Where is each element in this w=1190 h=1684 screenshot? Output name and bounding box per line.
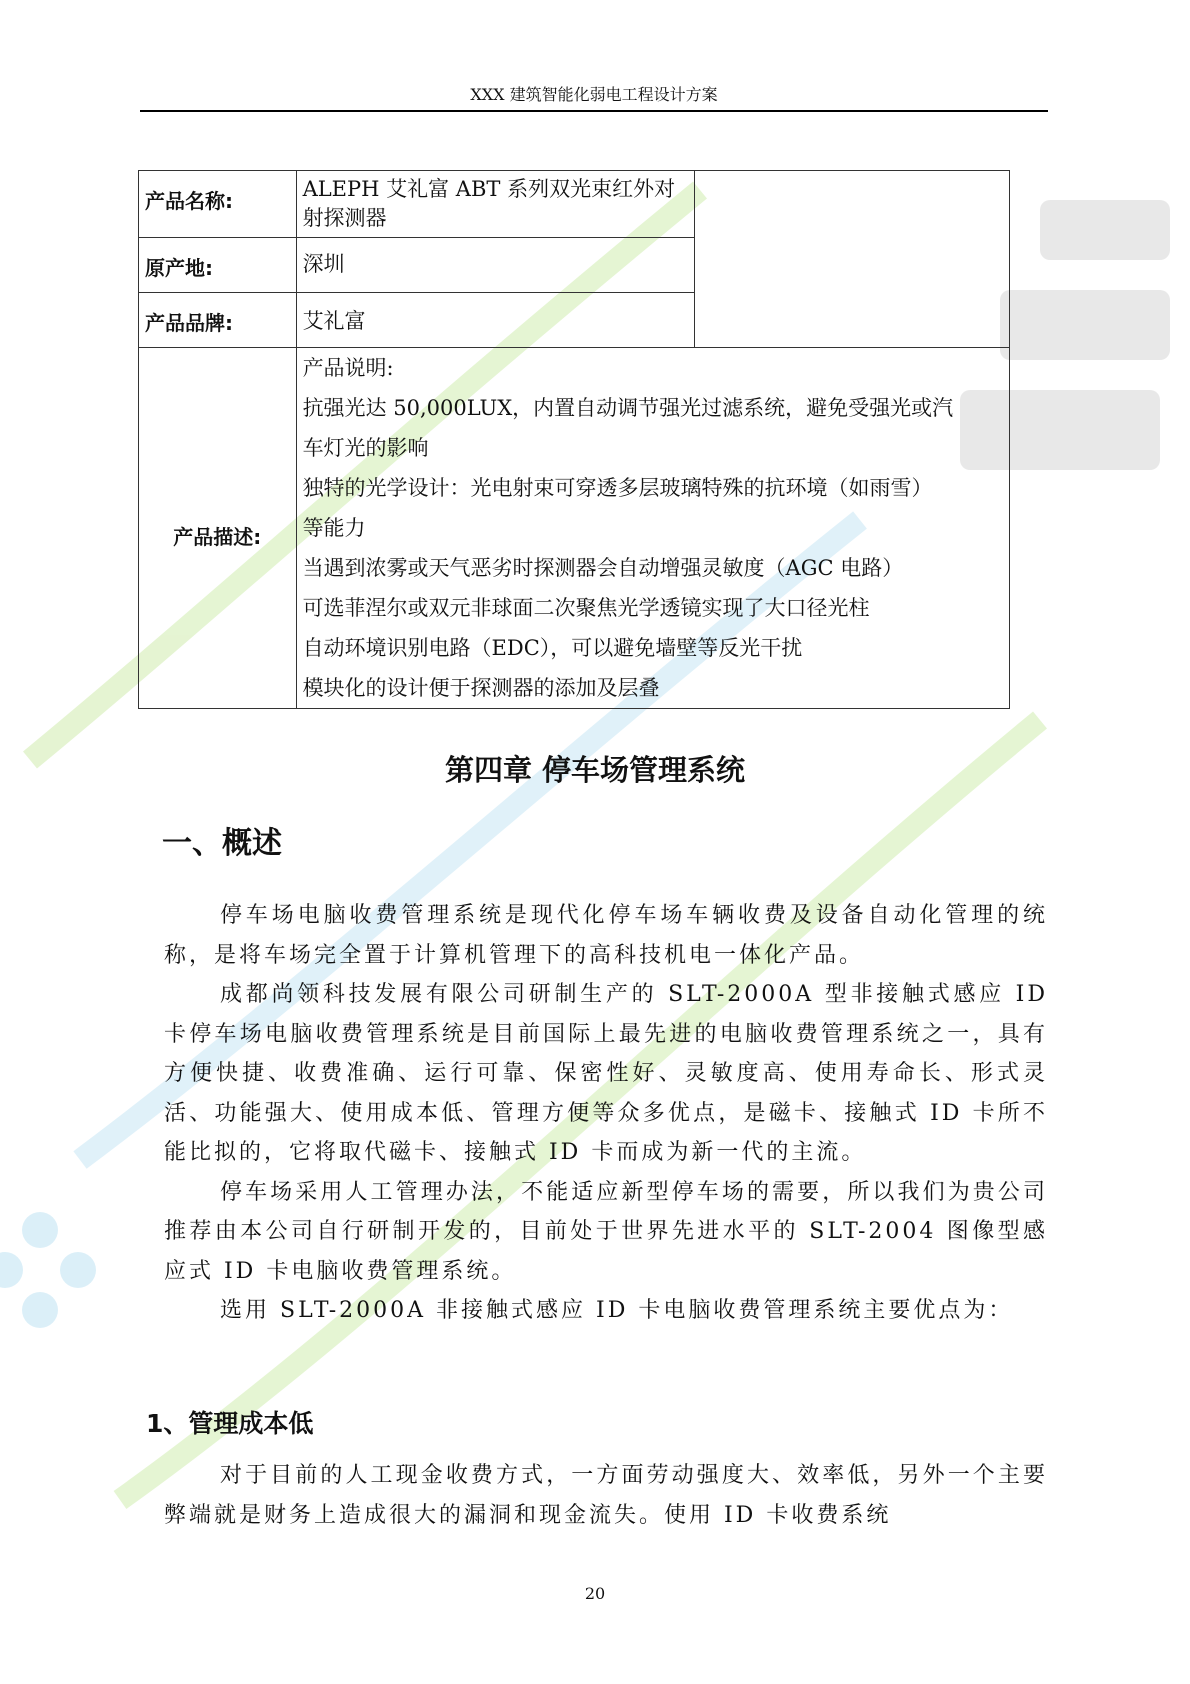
description-line: 自动环境识别电路（EDC），可以避免墙壁等反光干扰 xyxy=(302,636,803,660)
empty-cell xyxy=(695,171,1010,348)
paragraph: 停车场采用人工管理办法，不能适应新型停车场的需要，所以我们为贵公司推荐由本公司自行研制开发的，目前处于世界先进水平的 SLT-2004 图像型感应式 ID 卡电脑收费管理系统。 xyxy=(164,1179,1048,1284)
page-number: 20 xyxy=(584,1584,606,1603)
product-name-label: 产品名称: xyxy=(139,171,297,238)
page-header: XXX 建筑智能化弱电工程设计方案 xyxy=(140,84,1048,112)
description-line: 等能力 xyxy=(302,516,366,540)
section-title: 一、概述 xyxy=(162,826,282,861)
table-row xyxy=(139,348,1010,709)
paragraph: 选用 SLT-2000A 非接触式感应 ID 卡电脑收费管理系统主要优点为： xyxy=(220,1298,1014,1323)
description-line: 产品说明: xyxy=(302,356,394,380)
description-label: 产品描述: xyxy=(139,348,297,709)
description-line: 独特的光学设计：光电射束可穿透多层玻璃特殊的抗环境（如雨雪） xyxy=(302,476,933,500)
paragraph: 成都尚领科技发展有限公司研制生产的 SLT-2000A 型非接触式感应 ID 卡停车场电脑收费管理系统是目前国际上最先进的电脑收费管理系统之一，具有方便快捷、收费准确、运行可靠、保密性好、灵敏度高、使用寿命长、形式灵活、功能强大、使用成本低、管理方便等众多优点，是磁卡、接触式 ID 卡所不能比拟的，它将取代磁卡、接触式 ID 卡而成为新一代的主流。 xyxy=(164,982,1048,1165)
product-name-value: ALEPH 艾礼富 ABT 系列双光束红外对射探测器 xyxy=(296,171,695,238)
paragraph: 对于目前的人工现金收费方式，一方面劳动强度大、效率低，另外一个主要弊端就是财务上造成很大的漏洞和现金流失。使用 ID 卡收费系统 xyxy=(164,1463,1048,1528)
subsection-body xyxy=(164,1456,1048,1535)
description-line: 车灯光的影响 xyxy=(302,436,429,460)
description-line: 模块化的设计便于探测器的添加及层叠 xyxy=(302,676,660,700)
table-row xyxy=(139,171,1010,238)
chapter-title: 第四章 停车场管理系统 xyxy=(444,753,746,787)
description-cell xyxy=(296,348,1009,709)
description-line: 当遇到浓雾或天气恶劣时探测器会自动增强灵敏度（AGC 电路） xyxy=(302,556,904,580)
description-line: 可选菲涅尔或双元非球面二次聚焦光学透镜实现了大口径光柱 xyxy=(302,596,870,620)
paragraph: 停车场电脑收费管理系统是现代化停车场车辆收费及设备自动化管理的统称，是将车场完全置于计算机管理下的高科技机电一体化产品。 xyxy=(164,903,1048,968)
description-line: 抗强光达 50,000LUX，内置自动调节强光过滤系统，避免受强光或汽 xyxy=(302,396,954,420)
origin-label: 原产地: xyxy=(139,238,297,293)
origin-value: 深圳 xyxy=(296,238,695,293)
brand-value: 艾礼富 xyxy=(296,293,695,348)
intro-body xyxy=(164,896,1048,1331)
subsection-title: 1、管理成本低 xyxy=(146,1409,314,1438)
product-spec-table xyxy=(138,170,1010,709)
brand-label: 产品品牌: xyxy=(139,293,297,348)
